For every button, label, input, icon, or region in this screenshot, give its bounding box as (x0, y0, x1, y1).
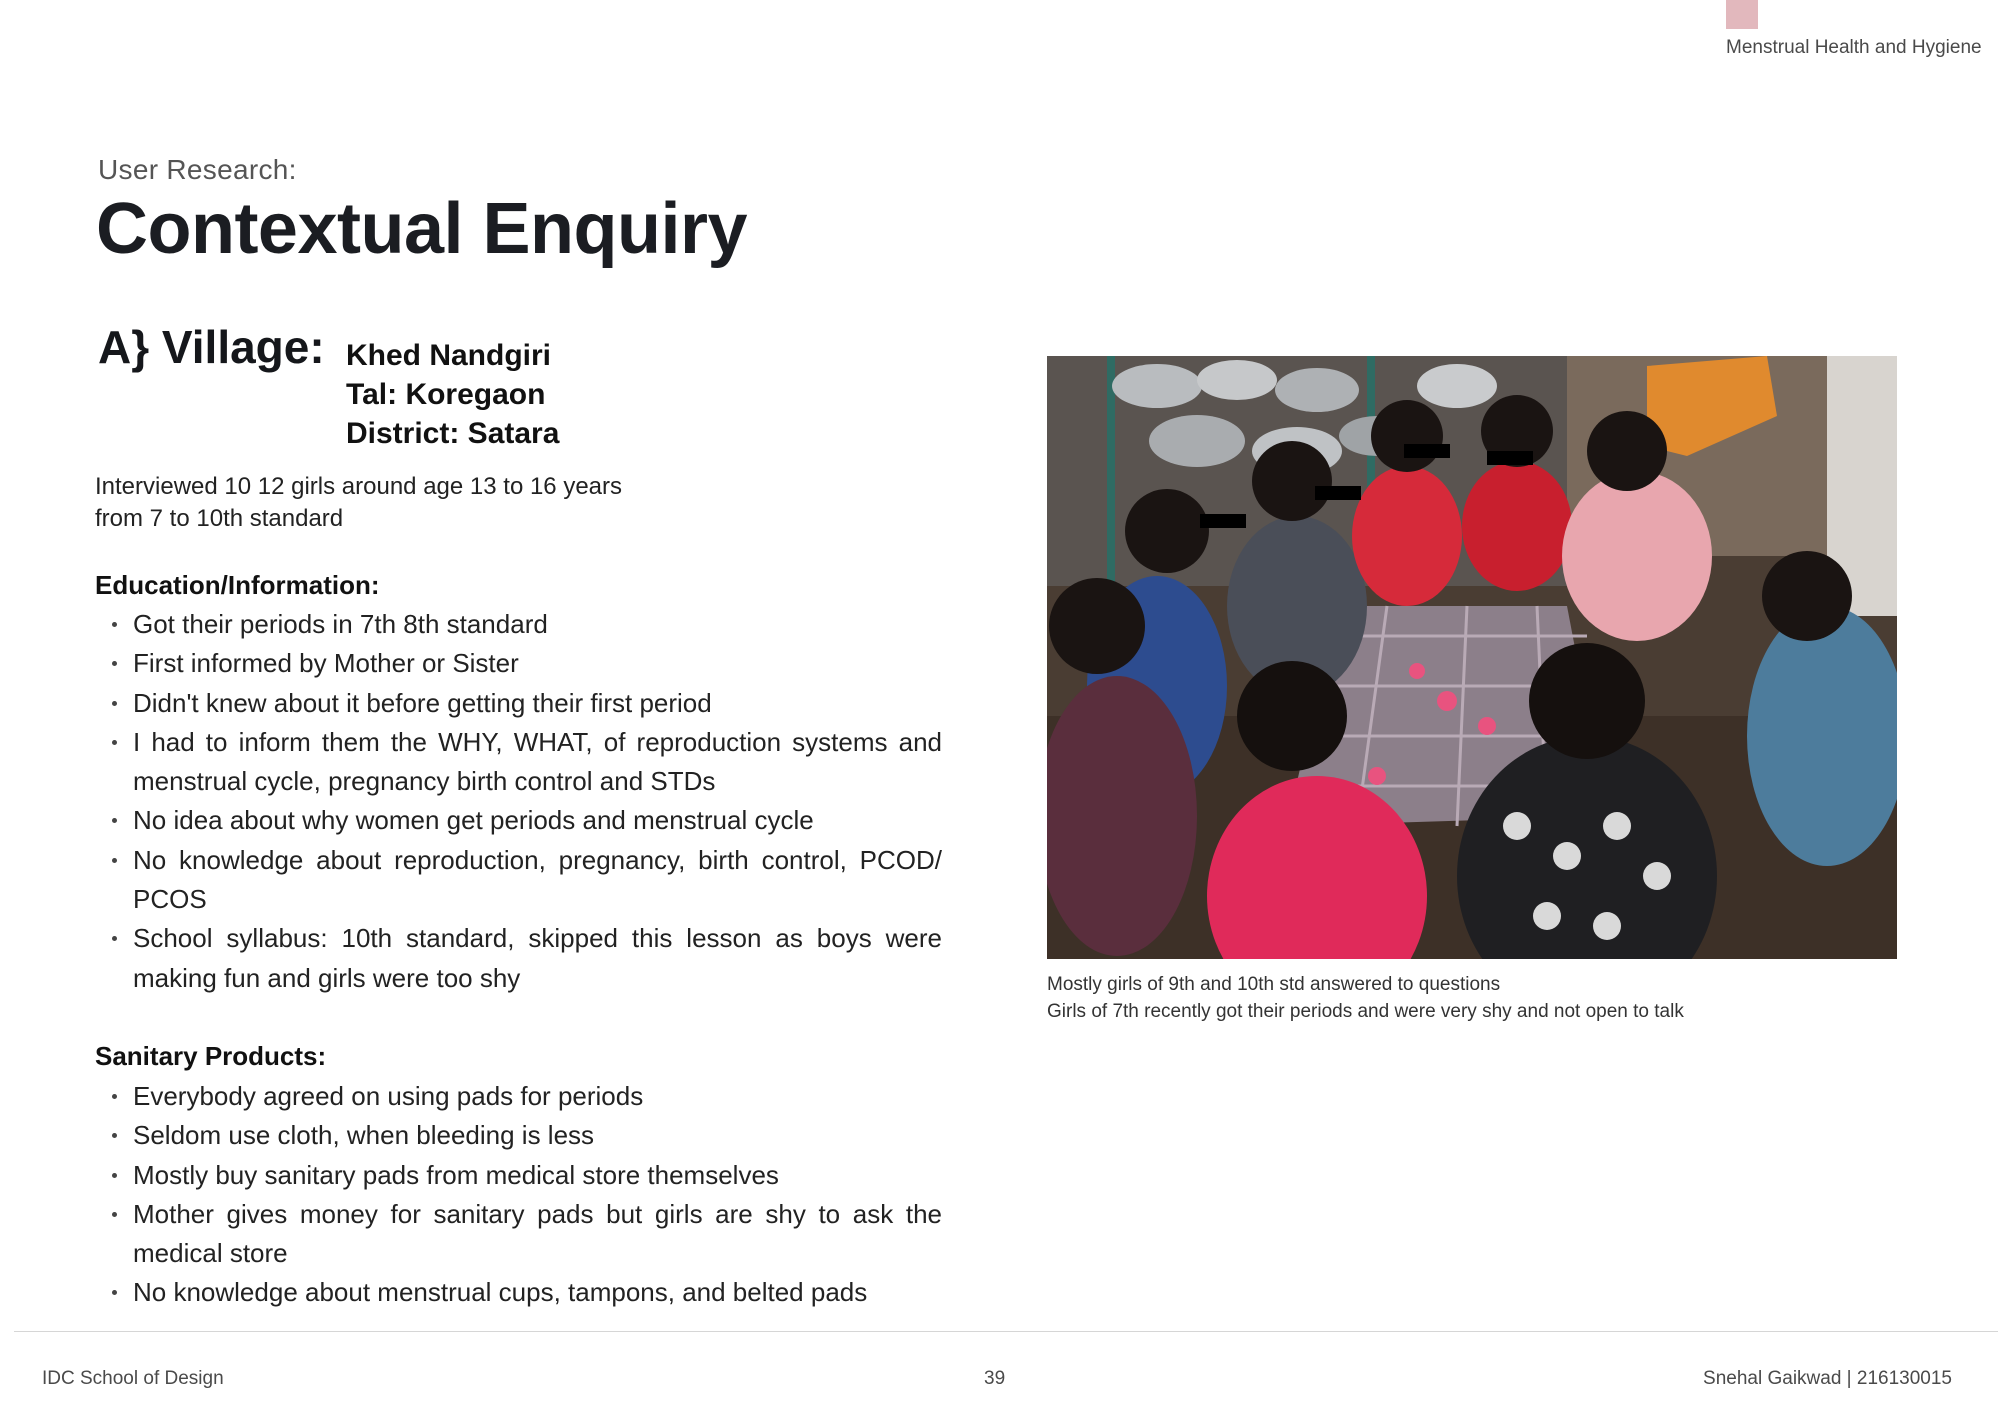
header-tag-mark (1726, 0, 1758, 29)
page-number: 39 (984, 1368, 1006, 1389)
list-item: I had to inform them the WHY, WHAT, of reproduction systems and menstrual cycle, pregnancy birth control and STDs (107, 723, 942, 802)
list-item: Mother gives money for sanitary pads but girls are shy to ask the medical store (107, 1195, 942, 1274)
list-item: Got their periods in 7th 8th standard (107, 605, 942, 644)
village-heading: A} Village: (98, 321, 325, 373)
list-item: Seldom use cloth, when bleeding is less (107, 1116, 942, 1155)
list-item: First informed by Mother or Sister (107, 644, 942, 683)
footer-divider (14, 1331, 1998, 1332)
location-village: Khed Nandgiri (346, 339, 552, 372)
education-list (107, 605, 942, 998)
footer-institution: IDC School of Design (42, 1368, 224, 1389)
interview-photo-illustration (1047, 356, 1897, 959)
interview-photo (1047, 356, 1897, 959)
footer-author: Snehal Gaikwad | 216130015 (1703, 1368, 1952, 1389)
location-taluka: Tal: Koregaon (346, 378, 546, 411)
list-item: Didn't knew about it before getting their first period (107, 684, 942, 723)
list-item: Mostly buy sanitary pads from medical store themselves (107, 1156, 942, 1195)
interview-summary (95, 471, 795, 535)
photo-caption (1047, 971, 1684, 1025)
education-heading: Education/Information: (95, 570, 380, 600)
location-district: District: Satara (346, 417, 560, 450)
list-item: No idea about why women get periods and menstrual cycle (107, 801, 942, 840)
document-topic: Menstrual Health and Hygiene (1726, 37, 1982, 58)
page-title: Contextual Enquiry (96, 189, 748, 269)
list-item: Everybody agreed on using pads for periods (107, 1077, 942, 1116)
list-item: School syllabus: 10th standard, skipped this lesson as boys were making fun and girls were too shy (107, 919, 942, 998)
list-item: No knowledge about reproduction, pregnancy, birth control, PCOD/ PCOS (107, 841, 942, 920)
interview-summary-line: Interviewed 10 12 girls around age 13 to 16 years (95, 473, 623, 500)
sanitary-list (107, 1077, 942, 1313)
section-kicker: User Research: (98, 154, 297, 185)
interview-summary-line: from 7 to 10th standard (95, 505, 344, 532)
village-location (346, 336, 559, 453)
list-item: No knowledge about menstrual cups, tampons, and belted pads (107, 1273, 942, 1312)
photo-caption-line: Girls of 7th recently got their periods and were very shy and not open to talk (1047, 1001, 1684, 1022)
photo-caption-line: Mostly girls of 9th and 10th std answered to questions (1047, 974, 1501, 995)
sanitary-heading: Sanitary Products: (95, 1041, 327, 1071)
